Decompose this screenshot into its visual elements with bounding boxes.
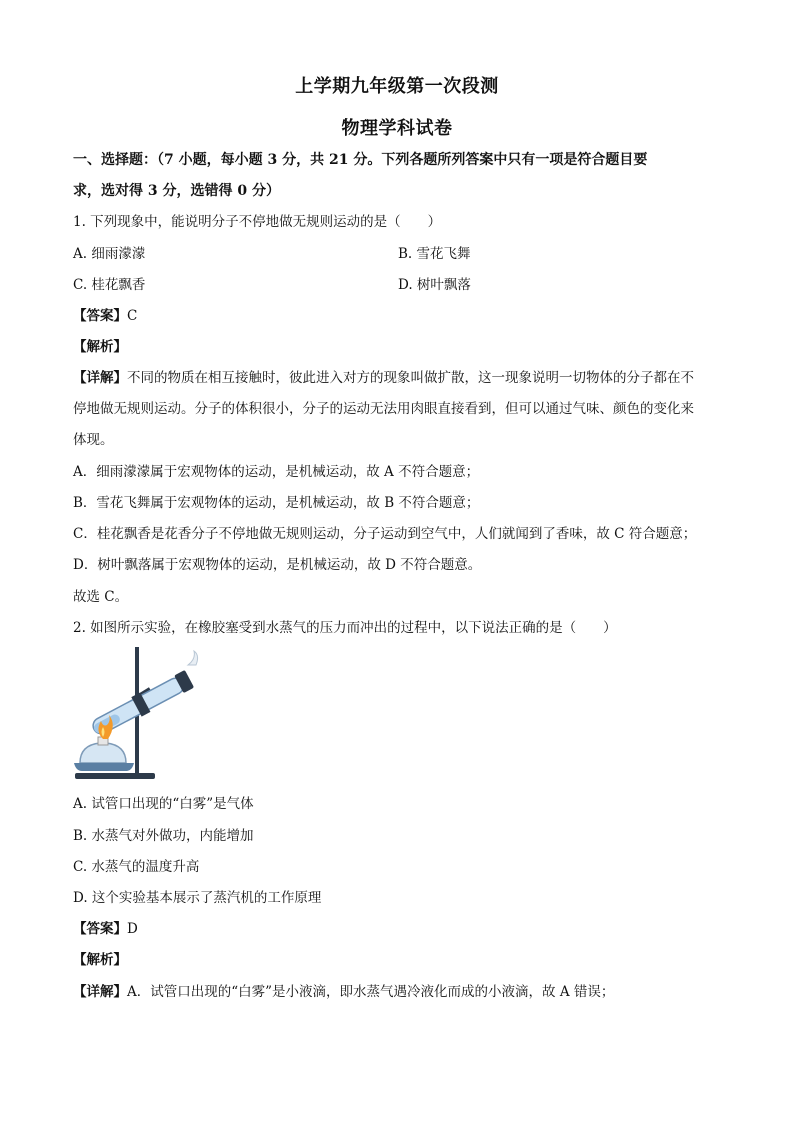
q2-analysis-label: 【解析】 <box>73 952 127 968</box>
q1-explain-c: C．桂花飘香是花香分子不停地做无规则运动，分子运动到空气中，人们就闻到了香味，故 C 符合题意； <box>73 526 697 542</box>
test-tube-heating-apparatus-icon <box>70 645 200 785</box>
q2-answer <box>73 919 138 939</box>
q1-answer <box>73 306 137 326</box>
q1-detail-line2: 停地做无规则运动。分子的体积很小，分子的运动无法用肉眼直接看到，但可以通过气味、颜色的变化来 <box>73 401 694 417</box>
q1-analysis-label: 【解析】 <box>73 339 127 355</box>
answer-label: 【答案】 <box>73 308 127 324</box>
answer-label: 【答案】 <box>73 921 127 937</box>
q1-explain-b: B．雪花飞舞属于宏观物体的运动，是机械运动，故 B 不符合题意； <box>73 495 480 511</box>
q1-option-d: D. 树叶飘落 <box>398 277 471 293</box>
detail-label: 【详解】 <box>73 370 127 386</box>
question-2-stem: 2. 如图所示实验，在橡胶塞受到水蒸气的压力而冲出的过程中，以下说法正确的是（ ） <box>73 620 617 636</box>
q2-option-d: D. 这个实验基本展示了蒸汽机的工作原理 <box>73 890 322 906</box>
q2-option-c: C. 水蒸气的温度升高 <box>73 859 200 875</box>
q2-option-b: B. 水蒸气对外做功，内能增加 <box>73 828 254 844</box>
detail-text: A．试管口出现的“白雾”是小液滴，即水蒸气遇冷液化而成的小液滴，故 A 错误； <box>127 984 615 1000</box>
question-1-stem: 1. 下列现象中，能说明分子不停地做无规则运动的是（ ） <box>73 214 442 230</box>
answer-value: C <box>127 308 138 324</box>
exam-subtitle: 物理学科试卷 <box>341 118 453 139</box>
section-heading-cont: 求，选对得 3 分，选错得 0 分） <box>73 183 280 199</box>
q2-option-a: A. 试管口出现的“白雾”是气体 <box>73 796 254 812</box>
q1-option-a: A. 细雨濛濛 <box>73 246 146 262</box>
q2-detail-line1 <box>73 982 614 1002</box>
section-heading: 一、选择题：（7 小题，每小题 3 分，共 21 分。下列各题所列答案中只有一项是符合题目要 <box>73 152 648 168</box>
detail-label: 【详解】 <box>73 984 127 1000</box>
detail-text: 不同的物质在相互接触时，彼此进入对方的现象叫做扩散，这一现象说明一切物体的分子都在不 <box>127 370 694 386</box>
q1-detail-line3: 体现。 <box>73 432 114 448</box>
q1-option-c: C. 桂花飘香 <box>73 277 146 293</box>
exam-title: 上学期九年级第一次段测 <box>295 76 499 97</box>
q1-detail-line1 <box>73 368 694 388</box>
q1-explain-a: A．细雨濛濛属于宏观物体的运动，是机械运动，故 A 不符合题意； <box>73 464 480 480</box>
q1-explain-d: D．树叶飘落属于宏观物体的运动，是机械运动，故 D 不符合题意。 <box>73 557 482 573</box>
answer-value: D <box>127 921 138 937</box>
q1-option-b: B. 雪花飞舞 <box>398 246 471 262</box>
q1-conclusion: 故选 C。 <box>73 589 129 605</box>
